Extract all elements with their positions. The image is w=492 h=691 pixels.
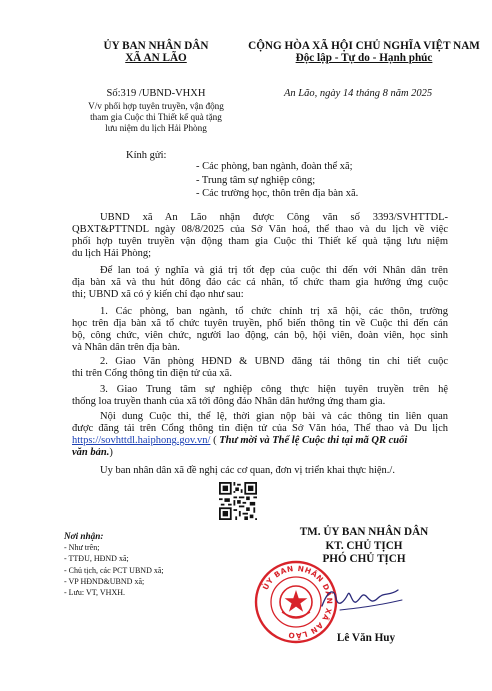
motto-line2: Độc lập - Tự do - Hạnh phúc: [295, 52, 433, 64]
item1-line: học trên địa bàn xã tổ chức tuyên truyền, phổ biến thông tin về Cuộc thi đến cán: [72, 318, 448, 329]
item1-line: và Nhân dân trên địa bàn.: [72, 342, 180, 353]
signature-line3: PHÓ CHỦ TỊCH: [322, 553, 406, 565]
body-para2: [72, 265, 448, 301]
footer-recipient-item: - Lưu: VT, VHXH.: [64, 588, 125, 598]
para3-line: Nội dung Cuộc thi, thể lệ, thời gian nộp bài và các thông tin liên quan: [100, 411, 448, 422]
para1-line: phối hợp tuyên truyền vận động tham gia Cuộc thi Thiết kế quà tặng lưu niệm: [72, 236, 448, 247]
doc-number: Số:319 /UBND-VHXH: [106, 88, 206, 99]
date-line: An Lão, ngày 14 tháng 8 năm 2025: [284, 88, 433, 99]
signature-line2: KT. CHỦ TỊCH: [325, 539, 403, 552]
recipient-item: - Trung tâm sự nghiệp công;: [196, 174, 316, 186]
footer-recipients: [64, 531, 164, 598]
body-item2: [72, 356, 448, 380]
recipient-item: - Các trường học, thôn trên địa bàn xã.: [196, 188, 359, 199]
body-para1: [72, 212, 448, 260]
doc-subject: [48, 101, 264, 134]
recipients-label: Kính gửi:: [126, 150, 167, 161]
national-motto: [248, 40, 480, 64]
item1-line: 1. Các phòng, ban ngành, tổ chức chính trị xã hội, các thôn, trường: [100, 306, 448, 317]
para2-line: thi; UBND xã có ý kiến chỉ đạo như sau:: [72, 289, 244, 300]
subject-line3: lưu niệm du lịch Hải Phòng: [105, 123, 207, 133]
closing-line: Uy ban nhân dân xã đề nghị các cơ quan, đơn vị triển khai thực hiện./.: [100, 465, 395, 476]
note-close: ): [109, 447, 113, 458]
motto-line1: CỘNG HÒA XÃ HỘI CHỦ NGHĨA VIỆT NAM: [248, 40, 480, 52]
handwritten-signature-icon: [318, 582, 408, 616]
recipients-list: [196, 160, 358, 201]
subject-line2: tham gia Cuộc thi Thiết kế quà tặng: [90, 112, 222, 122]
footer-recipient-item: - VP HĐND&UBND xã;: [64, 576, 145, 586]
item3-line: 3. Giao Trung tâm sự nghiệp công thực hiện tuyên truyền trên hệ: [100, 384, 448, 395]
footer-recipient-item: - Chủ tịch, các PCT UBND xã;: [64, 565, 164, 575]
link-suffix: (: [210, 435, 217, 446]
footer-recipients-label: Nơi nhận:: [64, 531, 104, 541]
source-link[interactable]: https://sovhttdl.haiphong.gov.vn/: [72, 435, 211, 446]
item3-line: thống loa truyền thanh của xã tới đông đảo Nhân dân hưởng ứng tham gia.: [72, 396, 386, 407]
seal-text: ỦY BAN NHÂN DÂN XÃ AN LÃO: [260, 563, 335, 641]
recipient-item: - Các phòng, ban ngành, đoàn thể xã;: [196, 161, 353, 172]
para2-line: địa bàn xã và thu hút đông đảo các cá nhân, tổ chức tham gia hưởng ứng cuộc: [72, 277, 448, 288]
item2-line: thi trên Cổng thông tin điện tử của xã.: [72, 368, 232, 379]
para1-line: QBXT&PTTNDL ngày 08/8/2025 của Sở Văn hoá, thể thao và du lịch về việc: [72, 224, 448, 235]
para2-line: Để lan toả ý nghĩa và giá trị tốt đẹp của cuộc thi đến với Nhân dân trên: [100, 265, 448, 276]
footer-recipient-item: - TTĐU, HĐND xã;: [64, 554, 129, 564]
qr-note-end: văn bản.: [72, 447, 110, 458]
para1-line: du lịch Hải Phòng;: [72, 248, 152, 259]
note-end-line: [72, 447, 448, 459]
item1-line: bộ, công chức, viên chức, người lao động, cán bộ, hội viên, đoàn viên, học sinh: [72, 330, 448, 341]
body-item3: [72, 384, 448, 408]
para1-line: UBND xã An Lão nhận được Công văn số 3393/SVHTTDL-: [100, 212, 448, 223]
para3-line: được đăng tải trên Cổng thông tin điện tử của Sở Văn hóa, Thể thao và Du lịch: [72, 423, 448, 434]
qr-note: Thư mời và Thể lệ Cuộc thi tại mã QR cuối: [216, 435, 408, 446]
agency-name: [76, 40, 236, 64]
agency-line2: XÃ AN LÃO: [125, 52, 187, 64]
signature-line1: TM. ỦY BAN NHÂN DÂN: [299, 526, 429, 538]
link-line: [72, 435, 448, 447]
signer-name: Lê Văn Huy: [336, 632, 396, 644]
body-item1: [72, 306, 448, 354]
qr-code-icon: [219, 482, 257, 520]
subject-line1: V/v phối hợp tuyên truyền, vận động: [88, 101, 224, 111]
body-para3: [72, 411, 448, 459]
agency-line1: ỦY BAN NHÂN DÂN: [103, 40, 209, 52]
footer-recipient-item: - Như trên;: [64, 543, 100, 553]
item2-line: 2. Giao Văn phòng HĐND & UBND đăng tải thông tin chi tiết cuộc: [100, 356, 448, 367]
